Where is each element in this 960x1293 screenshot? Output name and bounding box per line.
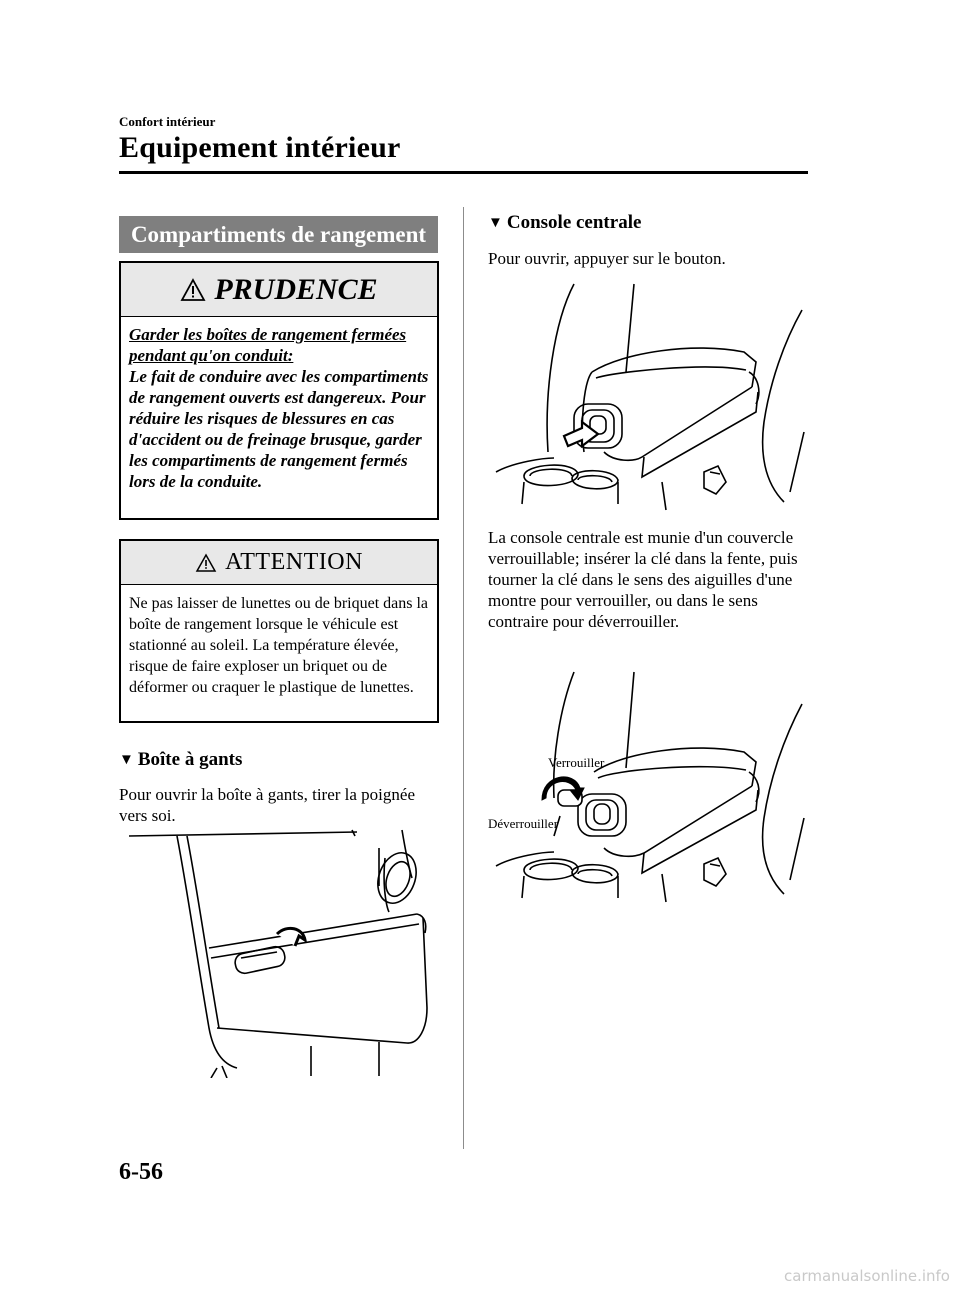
triangle-down-icon: ▼ <box>488 214 503 231</box>
console-text-open: Pour ouvrir, appuyer sur le bouton. <box>488 249 726 268</box>
console-text-lock: La console centrale est munie d'un couvercle verrouillable; insérer la clé dans la fente, puis tourner la clé dans le sens des aiguilles d'une montre pour verrouiller, ou dans le sens contraire pour déverrouiller. <box>488 528 798 631</box>
warning-icon <box>195 553 217 573</box>
attention-title: ATTENTION <box>225 549 363 575</box>
prudence-body <box>121 317 437 492</box>
chapter-title: Equipement intérieur <box>119 131 401 164</box>
glovebox-text: Pour ouvrir la boîte à gants, tirer la poignée vers soi. <box>119 785 415 825</box>
section-label: Confort intérieur <box>119 114 216 129</box>
console-illustration-lock <box>494 668 809 903</box>
glovebox-heading <box>119 749 242 771</box>
watermark: carmanualsonline.info <box>784 1267 950 1285</box>
prudence-underlined: Garder les boîtes de rangement fermées pendant qu'on conduit: <box>129 325 407 365</box>
console-heading <box>488 212 641 234</box>
attention-body: Ne pas laisser de lunettes ou de briquet dans la boîte de rangement lorsque le véhicule est stationné au soleil. La température élevée, risque de faire exploser un briquet ou de déformer ou craquer le plastique de lunettes. <box>129 595 429 696</box>
page-number: 6-56 <box>119 1159 163 1185</box>
column-divider <box>463 207 464 1149</box>
console-illustration-open <box>494 282 809 512</box>
attention-box <box>119 539 439 723</box>
glovebox-illustration <box>127 828 437 1078</box>
warning-icon <box>180 278 206 302</box>
label-unlock: Déverrouiller <box>488 816 559 831</box>
glovebox-heading-text: Boîte à gants <box>137 749 243 770</box>
prudence-box <box>119 261 439 520</box>
section-banner: Compartiments de rangement <box>119 216 438 253</box>
prudence-header <box>121 263 437 317</box>
console-heading-text: Console centrale <box>506 212 642 233</box>
triangle-down-icon: ▼ <box>119 751 134 768</box>
prudence-title: PRUDENCE <box>214 272 378 306</box>
header-rule <box>119 171 808 174</box>
label-lock: Verrouiller <box>548 755 605 770</box>
prudence-text: Le fait de conduire avec les compartiments de rangement ouverts est dangereux. Pour réduire les risques de blessures en cas d'accident ou de freinage brusque, garder les compartiments de rangement fermés lors de la conduite. <box>129 367 429 491</box>
attention-header <box>121 541 437 585</box>
